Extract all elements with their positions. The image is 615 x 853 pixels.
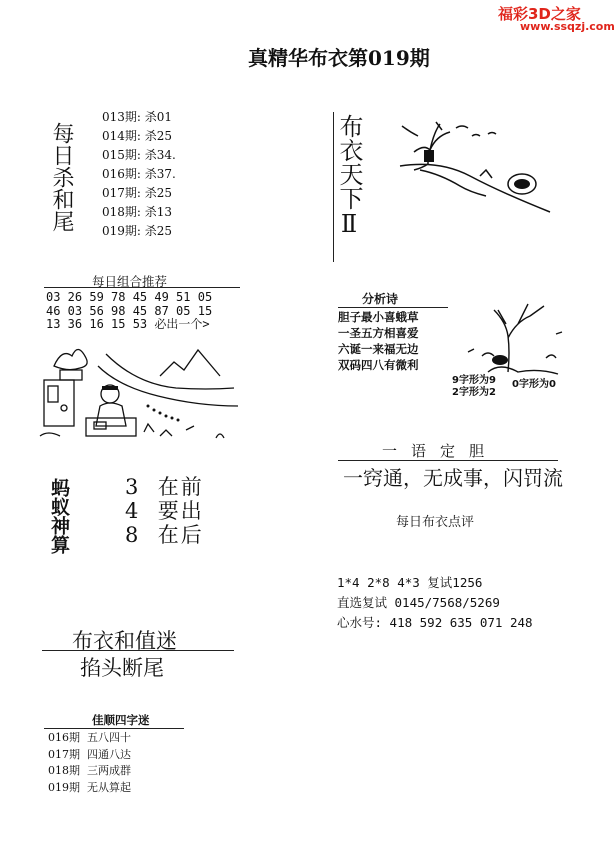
recommend-line: 心水号: 418 592 635 071 248: [337, 615, 533, 630]
divider: [338, 307, 448, 308]
yiyu-title: 一语定胆: [382, 442, 499, 460]
daily-tail-list: [102, 108, 176, 241]
shape-hint: 2字形为2: [452, 387, 496, 398]
shape-hint: 9字形为9: [452, 375, 496, 386]
yiyu-text: 一窍通，无成事，闪罚流: [343, 466, 563, 490]
poem-line: 双码四八有微利: [338, 358, 419, 372]
divider: [338, 460, 558, 461]
recommend-numbers: [337, 573, 533, 633]
recommend-line: 1*4 2*8 4*3 复试1256: [337, 575, 483, 590]
poem-lines: [338, 309, 419, 373]
tree-illustration: [460, 294, 570, 374]
list-item: 017期: 杀25: [102, 186, 173, 200]
list-item: 019期: 杀25: [102, 224, 173, 238]
recommend-line: 直选复试 0145/7568/5269: [337, 595, 500, 610]
watermark-site-name: 福彩3D之家: [498, 5, 581, 23]
page-title: 真精华布衣第019期: [248, 46, 430, 70]
riddle-answer: 掐头断尾: [80, 656, 164, 680]
list-item: 019期 无从算起: [48, 780, 131, 794]
ant-row: 4 要出: [125, 499, 204, 523]
riddle-title: 布衣和值迷: [72, 629, 177, 653]
list-item: 017期 四通八达: [48, 747, 131, 761]
poem-line: 一圣五方相喜爱: [338, 326, 419, 340]
shape-hints: [452, 375, 496, 399]
jiashun-title: 佳顺四字迷: [92, 713, 150, 727]
combo-line: 13 36 16 15 53 必出一个>: [46, 317, 210, 331]
divider: [42, 650, 234, 651]
list-item: 016期: 杀37.: [102, 167, 176, 181]
divider: [44, 728, 184, 729]
watermark-url: www.ssqzj.com: [520, 20, 615, 33]
divider: [333, 112, 334, 262]
list-item: 014期: 杀25: [102, 129, 173, 143]
combo-line: 46 03 56 98 45 87 05 15: [46, 303, 213, 318]
ant-row: 3 在前: [125, 475, 204, 499]
list-item: 016期 五八四十: [48, 731, 131, 744]
list-item: 013期: 杀01: [102, 110, 173, 124]
buyi-heading: 布衣天下Ⅱ: [335, 114, 363, 238]
poem-line: 六诞一来福无边: [338, 342, 419, 356]
combo-line: 03 26 59 78 45 49 51 05: [46, 290, 213, 304]
divider: [44, 287, 240, 288]
poem-line: 胆子最小喜蛾草: [338, 310, 419, 324]
list-item: 018期 三两成群: [48, 764, 131, 777]
daily-comment-heading: 每日布衣点评: [396, 515, 475, 530]
list-item: 018期: 杀13: [102, 205, 173, 219]
list-item: 015期: 杀34.: [102, 148, 176, 162]
combo-title: 每日组合推荐: [92, 274, 168, 289]
ant-label: 蚂蚁神算: [48, 478, 70, 554]
shape-hint: 0字形为0: [512, 379, 556, 390]
poem-title: 分析诗: [362, 292, 399, 306]
daily-tail-label: 每日杀和尾: [49, 122, 74, 232]
reader-illustration: [40, 336, 240, 456]
landscape-illustration: [400, 112, 550, 212]
jiashun-list: [48, 730, 131, 796]
ant-row: 8 在后: [125, 523, 204, 547]
combo-numbers: [46, 291, 212, 332]
